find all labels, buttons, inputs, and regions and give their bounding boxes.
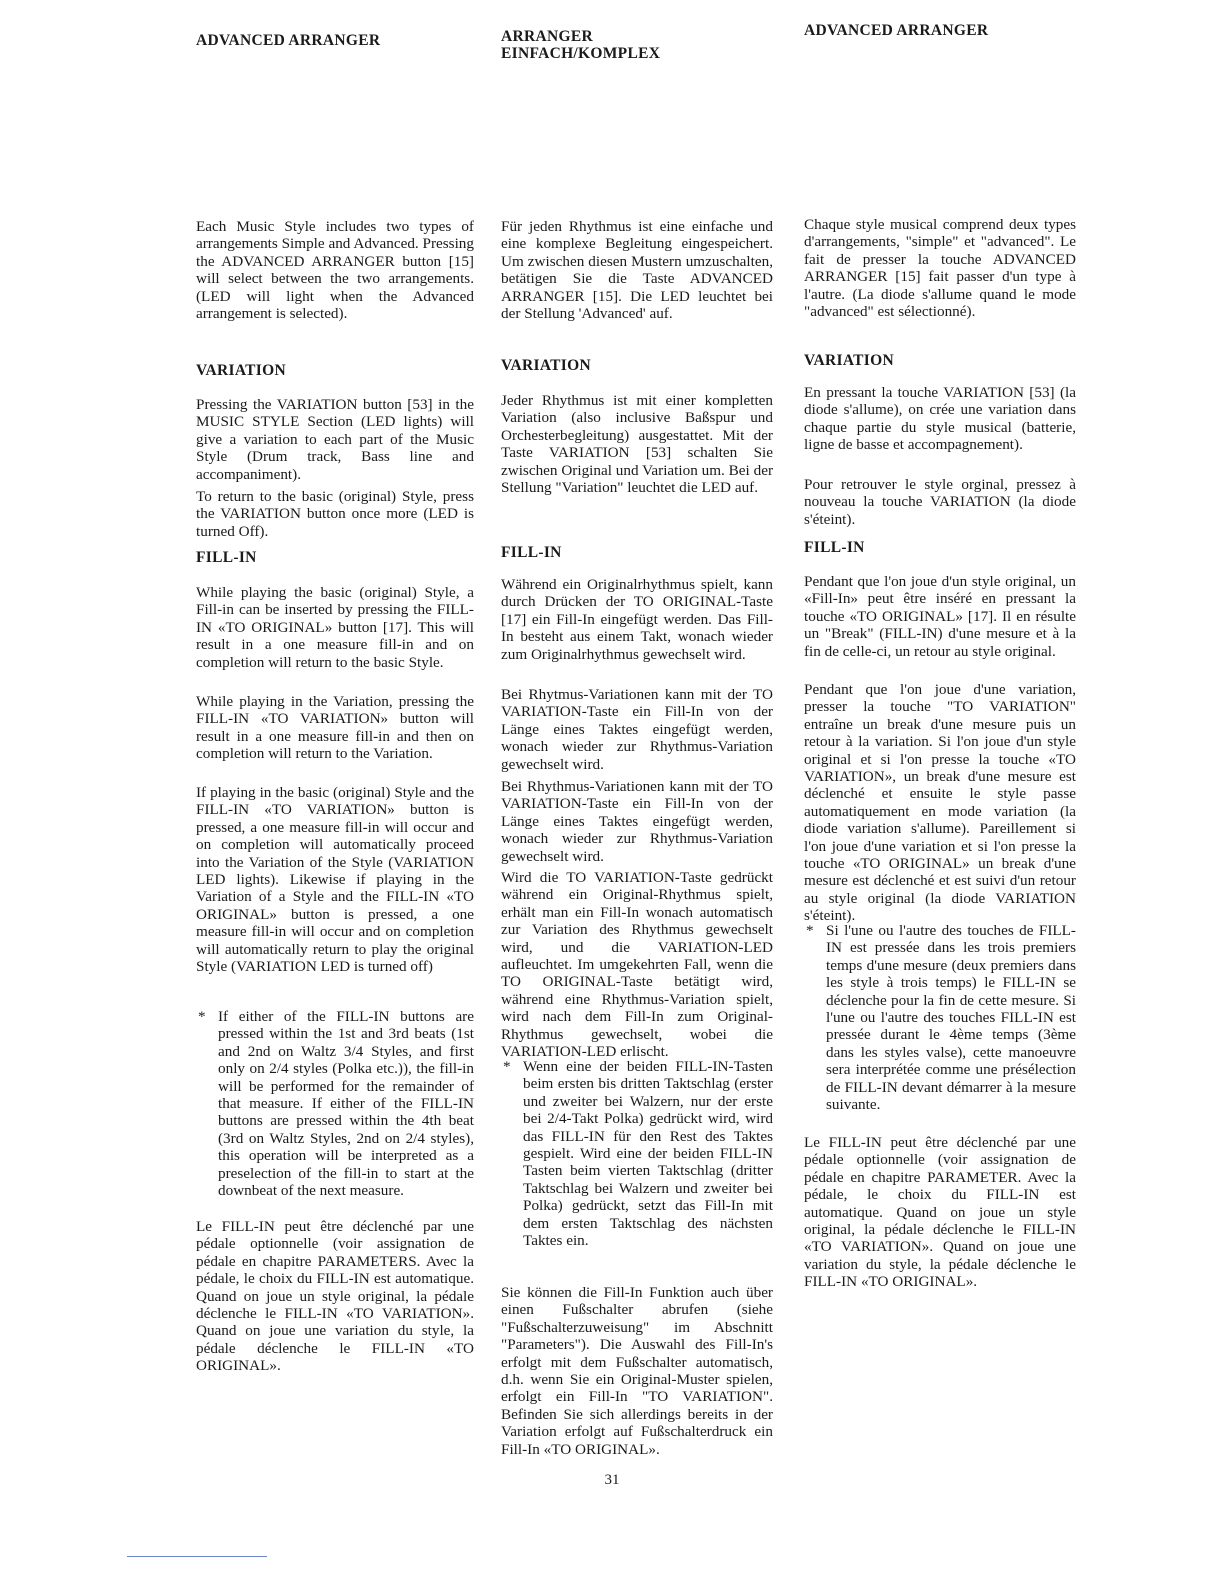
paragraph: While playing the basic (original) Style, a Fill-in can be inserted by pressing the FILL-IN «TO ORIGINAL» button [17]. This will result in a one measure fill-in and on completion will return to the basic Style. [196,584,474,671]
section-heading: FILL-IN [196,549,257,566]
bullet-item [501,1058,773,1249]
paragraph: Bei Rhytmus-Variationen kann mit der TO VARIATION-Taste ein Fill-In von der Länge eines Taktes eingefügt werden, wonach wieder zur Rhythmus-Variation gewechselt wird. [501,686,773,773]
paragraph: Während ein Originalrhythmus spielt, kann durch Drücken der TO ORIGINAL-Taste [17] ein Fill-In eingefügt werden. Das Fill-In besteht aus einem Takt, wonach wieder zum Originalrhythmus gewechselt wird. [501,576,773,663]
paragraph: Pour retrouver le style orginal, pressez à nouveau la touche VARIATION (la diode s'éteint). [804,476,1076,528]
bullet-item [804,922,1076,1113]
paragraph: Pendant que l'on joue d'un style original, un «Fill-In» peut être inséré en pressant la touche «TO ORIGINAL» [17]. Il en résulte un "Break" (FILL-IN) d'une mesure et à la fin de celle-ci, un retour au style original. [804,573,1076,660]
bullet-marker: * [806,922,814,939]
footnote-rule [127,1556,267,1557]
paragraph: Pressing the VARIATION button [53] in the MUSIC STYLE Section (LED lights) will give a variation to each part of the Music Style (Drum track, Bass line and accompaniment). [196,396,474,483]
paragraph: Für jeden Rhythmus ist eine einfache und eine komplexe Begleitung eingespeichert. Um zwischen diesen Mustern umzuschalten, betätigen Sie die Taste ADVANCED ARRANGER [15]. Die LED leuchtet bei der Stellung 'Advanced' auf. [501,218,773,323]
bullet-item [196,1008,474,1199]
paragraph: Sie können die Fill-In Funktion auch über einen Fußschalter abrufen (siehe "Fußschalterzuweisung" im Abschnitt "Parameters"). Die Auswahl des Fill-In's erfolgt mit dem Fußschalter automatisch, d.h. wenn Sie ein Original-Muster spielen, erfolgt ein Fill-In "TO VARIATION". Befinden Sie sich allerdings bereits in der Variation erfolgt auf Fußschalterdruck ein Fill-In «TO ORIGINAL». [501,1284,773,1458]
bullet-marker: * [503,1058,511,1075]
paragraph: Wird die TO VARIATION-Taste gedrückt während ein Original-Rhythmus spielt, erhält man ein Fill-In wonach automatisch zur Variation des Rhythmus gewechselt wird, und die VARIATION-LED aufleuchtet. Im umgekehrten Fall, wenn die TO ORIGINAL-Taste betätigt wird, während eine Rhythmus-Variation spielt, wird nach dem Fill-In zum Original-Rhythmus gewechselt, wobei die VARIATION-LED erlischt. [501,869,773,1061]
paragraph: Chaque style musical comprend deux types d'arrangements, "simple" et "advanced". Le fait de presser la touche ADVANCED ARRANGER [15] fait passer d'un type à l'autre. (La diode s'allume quand le mode "advanced" est sélectionné). [804,216,1076,321]
paragraph: Pendant que l'on joue d'une variation, presser la touche "TO VARIATION" entraîne un break d'une mesure puis un retour à la variation. Si l'on joue d'un style original et si l'on presse la touche «TO VARIATION», un break d'une mesure est déclenché et ensuite le style passe automatiquement en mode variation (la diode variation s'allume). Pareillement si l'on joue d'une variation et si l'on presse la touche «TO ORIGINAL» un break d'une mesure est déclenché et est suivi d'un retour au style original (la diode VARIATION s'éteint). [804,681,1076,925]
paragraph: Le FILL-IN peut être déclenché par une pédale optionnelle (voir assignation de pédale en chapitre PARAMETER. Avec la pédale, le choix du FILL-IN est automatique. Quand on joue un style original, la pédale déclenche le FILL-IN «TO VARIATION». Quand on joue une variation du style, la pédale déclenche le FILL-IN «TO ORIGINAL». [804,1134,1076,1291]
bullet-marker: * [198,1008,206,1025]
bullet-text: If either of the FILL-IN buttons are pressed within the 1st and 3rd beats (1st and 2nd on Waltz 3/4 Styles, and first only on 2/4 styles (Polka etc.)), the fill-in will be performed for the remainder of that measure. If either of the FILL-IN buttons are pressed within the 4th beat (3rd on Waltz Styles, 2nd on 2/4 styles), this operation will be interpreted as a preselection of the fill-in to start at the downbeat of the next measure. [218,1008,474,1200]
bullet-text: Wenn eine der beiden FILL-IN-Tasten beim ersten bis dritten Taktschlag (erster und zweiter bei Walzern, nur der erste bei 2/4-Takt Polka) gedrückt wird, wird das FILL-IN für den Rest des Taktes gespielt. Wird eine der beiden FILL-IN Tasten beim vierten Taktschlag (dritter Taktschlag bei Walzern und zweiter bei Polka) gedrückt, setzt das Fill-In mit dem ersten Taktschlag des nächsten Taktes ein. [523,1058,773,1250]
paragraph: Le FILL-IN peut être déclenché par une pédale optionnelle (voir assignation de pédale en chapitre PARAMETERS. Avec la pédale, le choix du FILL-IN est automatique. Quand on joue un style original, la pédale déclenche le FILL-IN «TO VARIATION». Quand on joue une variation du style, la pédale déclenche le FILL-IN «TO ORIGINAL». [196,1218,474,1375]
paragraph: While playing in the Variation, pressing the FILL-IN «TO VARIATION» button will result in a one measure fill-in and then on completion will return to the Variation. [196,693,474,763]
section-heading: VARIATION [804,352,894,369]
section-heading: ARRANGER EINFACH/KOMPLEX [501,28,661,62]
section-heading: VARIATION [196,362,286,379]
page-number: 31 [604,1472,620,1488]
paragraph: To return to the basic (original) Style, press the VARIATION button once more (LED is turned Off). [196,488,474,540]
bullet-text: Si l'une ou l'autre des touches de FILL-IN est pressée dans les trois premiers temps d'une mesure (deux premiers dans les style à trois temps) le FILL-IN se déclenche pour la fin de cette mesure. Si l'une ou l'autre des touches FILL-IN est pressée durant le 4ème temps (3ème dans les styles valse), cette manoeuvre sera interprétée comme une présélection de FILL-IN devant démarrer à la mesure suivante. [826,922,1076,1114]
paragraph: Jeder Rhythmus ist mit einer kompletten Variation (also inclusive Baßspur und Orchesterbegleitung) ausgestattet. Mit der Taste VARIATION [53] schalten Sie zwischen Original und Variation um. Bei der Stellung "Variation" leuchtet die LED auf. [501,392,773,497]
section-heading: VARIATION [501,357,591,374]
section-heading: ADVANCED ARRANGER [196,32,381,49]
paragraph: Each Music Style includes two types of arrangements Simple and Advanced. Pressing the ADVANCED ARRANGER button [15] will select between the two arrangements. (LED will light when the Advanced arrangement is selected). [196,218,474,323]
paragraph: Bei Rhythmus-Variationen kann mit der TO VARIATION-Taste ein Fill-In von der Länge eines Taktes eingefügt werden, wonach wieder zur Rhythmus-Variation gewechselt wird. [501,778,773,865]
paragraph: En pressant la touche VARIATION [53] (la diode s'allume), on crée une variation dans chaque partie du style musical (batterie, ligne de basse et accompagnement). [804,384,1076,454]
section-heading: ADVANCED ARRANGER [804,22,989,39]
section-heading: FILL-IN [501,544,562,561]
paragraph: If playing in the basic (original) Style and the FILL-IN «TO VARIATION» button is pressed, a one measure fill-in will occur and on completion will automatically proceed into the Variation of the Style (VARIATION LED lights). Likewise if playing in the Variation of a Style and the FILL-IN «TO ORIGINAL» button is pressed, a one measure fill-in will occur and on completion will automatically return to play the original Style (VARIATION LED is turned off) [196,784,474,976]
section-heading: FILL-IN [804,539,865,556]
